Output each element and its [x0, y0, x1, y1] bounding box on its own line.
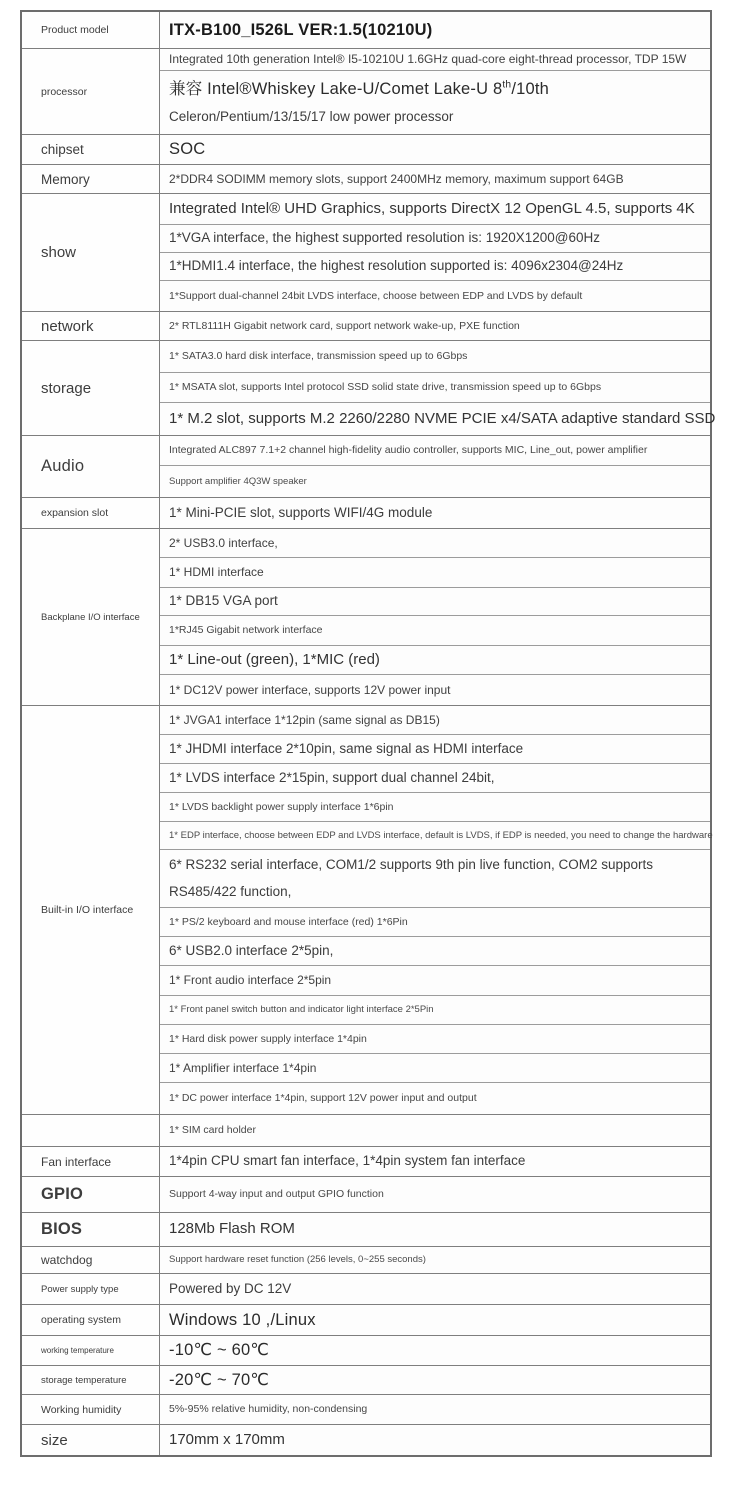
table-row	[22, 1425, 710, 1455]
table-row	[22, 165, 710, 194]
spec-cell	[160, 558, 710, 588]
spec-text: 1* PS/2 keyboard and mouse interface (red) 1*6Pin	[169, 915, 408, 928]
spec-text: 1* Amplifier interface 1*4pin	[169, 1060, 317, 1075]
table-row	[22, 1395, 710, 1425]
table-row	[22, 1213, 710, 1247]
spec-cell	[160, 996, 710, 1025]
row-values	[160, 436, 710, 497]
spec-cell	[160, 616, 710, 646]
spec-text: 1* EDP interface, choose between EDP and LVDS interface, default is LVDS, if EDP is needed, you need to change the hardware	[169, 829, 713, 841]
row-label: processor	[22, 49, 160, 134]
table-row	[22, 1274, 710, 1305]
row-label: Built-in I/O interface	[22, 706, 160, 1114]
spec-cell	[160, 1083, 710, 1114]
table-row	[22, 1247, 710, 1274]
spec-cell	[160, 312, 710, 340]
spec-text: 1* SIM card holder	[169, 1124, 256, 1137]
table-row	[22, 436, 710, 498]
row-values	[160, 1213, 710, 1246]
row-values	[160, 165, 710, 193]
spec-text: RS485/422 function,	[169, 883, 292, 899]
spec-text: 兼容 Intel®Whiskey Lake-U/Comet Lake-U 8th/10th	[169, 79, 550, 99]
spec-cell	[160, 1274, 710, 1304]
table-row	[22, 1366, 710, 1395]
row-values	[160, 135, 710, 164]
spec-cell	[160, 588, 710, 616]
spec-table	[20, 10, 716, 1457]
row-label: Audio	[22, 436, 160, 497]
table-row	[22, 194, 710, 312]
spec-cell	[160, 1054, 710, 1083]
spec-text: Integrated ALC897 7.1+2 channel high-fidelity audio controller, supports MIC, Line_out, power amplifier	[169, 444, 648, 457]
spec-text: SOC	[169, 140, 206, 159]
spec-text: 1* MSATA slot, supports Intel protocol SSD solid state drive, transmission speed up to 6Gbps	[169, 381, 602, 394]
spec-text: Support amplifier 4Q3W speaker	[169, 475, 307, 487]
spec-text: 1*HDMI1.4 interface, the highest resolution supported is: 4096x2304@24Hz	[169, 258, 624, 274]
spec-text: 1* DC12V power interface, supports 12V power input	[169, 682, 451, 697]
spec-cell	[160, 675, 710, 705]
row-label: size	[22, 1425, 160, 1455]
spec-cell	[160, 1395, 710, 1424]
spec-text: Windows 10 ,/Linux	[169, 1310, 316, 1329]
spec-text: Support hardware reset function (256 levels, 0~255 seconds)	[169, 1254, 426, 1266]
row-label: Working humidity	[22, 1395, 160, 1424]
spec-cell	[160, 1025, 710, 1054]
spec-text: 1* JHDMI interface 2*10pin, same signal as HDMI interface	[169, 740, 524, 756]
row-values	[160, 1147, 710, 1176]
spec-cell	[160, 135, 710, 164]
row-label: chipset	[22, 135, 160, 164]
spec-text: Support 4-way input and output GPIO function	[169, 1188, 384, 1201]
row-values	[160, 1247, 710, 1273]
spec-cell	[160, 403, 716, 435]
table-row	[22, 1147, 710, 1177]
spec-cell	[160, 706, 710, 735]
row-values	[160, 1177, 710, 1212]
spec-cell	[160, 1147, 710, 1176]
spec-cell	[160, 908, 710, 937]
spec-text: 1*RJ45 Gigabit network interface	[169, 624, 323, 637]
spec-text: 1* DB15 VGA port	[169, 593, 278, 609]
spec-text: Celeron/Pentium/13/15/17 low power processor	[169, 109, 454, 125]
spec-text: Integrated 10th generation Intel® I5-10210U 1.6GHz quad-core eight-thread processor, TDP 15W	[169, 52, 687, 67]
spec-text: 1* M.2 slot, supports M.2 2260/2280 NVME PCIE x4/SATA adaptive standard SSD	[169, 409, 716, 427]
spec-cell	[160, 822, 713, 850]
spec-text: 1*Support dual-channel 24bit LVDS interface, choose between EDP and LVDS by default	[169, 289, 583, 302]
spec-text: 170mm x 170mm	[169, 1430, 285, 1448]
spec-text: 1* DC power interface 1*4pin, support 12V power input and output	[169, 1092, 477, 1105]
spec-cell	[160, 735, 710, 764]
spec-text: -10℃ ~ 60℃	[169, 1341, 270, 1360]
spec-cell	[160, 341, 710, 373]
spec-text: 1* Hard disk power supply interface 1*4pin	[169, 1032, 367, 1045]
spec-cell	[160, 194, 710, 225]
row-values	[160, 1305, 710, 1335]
spec-cell	[160, 165, 710, 193]
spec-cell	[160, 49, 710, 71]
spec-cell	[160, 436, 710, 466]
spec-cell	[160, 529, 710, 558]
table-row	[22, 529, 710, 706]
spec-cell	[160, 1177, 710, 1212]
table-row	[22, 498, 710, 529]
spec-cell	[160, 764, 710, 793]
row-values	[160, 312, 710, 340]
spec-text: 1* HDMI interface	[169, 565, 264, 580]
table-row	[22, 312, 710, 341]
spec-text: -20℃ ~ 70℃	[169, 1370, 270, 1389]
row-values	[160, 1115, 710, 1146]
row-values	[160, 341, 716, 435]
table-row	[22, 706, 713, 1115]
row-label: Backplane I/O interface	[22, 529, 160, 705]
row-label: Product model	[22, 12, 160, 48]
spec-text: Integrated Intel® UHD Graphics, supports DirectX 12 OpenGL 4.5, supports 4K	[169, 199, 695, 217]
row-label: expansion slot	[22, 498, 160, 528]
row-values	[160, 529, 710, 705]
row-label	[22, 1115, 160, 1146]
table-row	[22, 1115, 710, 1147]
table-row	[22, 12, 710, 49]
spec-cell	[160, 1305, 710, 1335]
row-label: show	[22, 194, 160, 311]
row-values	[160, 1274, 710, 1304]
spec-text: 1* Line-out (green), 1*MIC (red)	[169, 650, 380, 668]
spec-cell	[160, 1115, 710, 1146]
spec-cell	[160, 12, 710, 48]
spec-text: 1*VGA interface, the highest supported resolution is: 1920X1200@60Hz	[169, 230, 600, 246]
table-row	[22, 1305, 710, 1336]
spec-cell	[160, 253, 710, 281]
spec-cell	[160, 71, 710, 134]
row-label: Memory	[22, 165, 160, 193]
row-label: Power supply type	[22, 1274, 160, 1304]
spec-cell	[160, 498, 710, 528]
spec-text: ITX-B100_I526L VER:1.5(10210U)	[169, 20, 433, 39]
row-label: working temperature	[22, 1336, 160, 1365]
spec-cell	[160, 373, 710, 403]
table-row	[22, 49, 710, 135]
spec-text: 2* RTL8111H Gigabit network card, support network wake-up, PXE function	[169, 319, 520, 332]
spec-text: 1*4pin CPU smart fan interface, 1*4pin system fan interface	[169, 1153, 526, 1169]
spec-text: 2*DDR4 SODIMM memory slots, support 2400MHz memory, maximum support 64GB	[169, 171, 624, 186]
row-label: GPIO	[22, 1177, 160, 1212]
row-label: BIOS	[22, 1213, 160, 1246]
row-values	[160, 498, 710, 528]
row-values	[160, 1395, 710, 1424]
spec-cell	[160, 1213, 710, 1246]
row-values	[160, 1425, 710, 1455]
row-values	[160, 1336, 710, 1365]
spec-cell	[160, 850, 710, 908]
row-values	[160, 706, 713, 1114]
row-values	[160, 12, 710, 48]
spec-text: 1* JVGA1 interface 1*12pin (same signal as DB15)	[169, 712, 440, 727]
table-row	[22, 1336, 710, 1366]
spec-cell	[160, 1366, 710, 1394]
spec-cell	[160, 225, 710, 253]
spec-cell	[160, 793, 710, 822]
table-row	[22, 341, 716, 436]
spec-text: Powered by DC 12V	[169, 1280, 292, 1296]
spec-cell	[160, 966, 710, 996]
spec-text: 6* RS232 serial interface, COM1/2 supports 9th pin live function, COM2 supports	[169, 857, 653, 873]
spec-cell	[160, 1247, 710, 1273]
spec-cell	[160, 1425, 710, 1455]
table-row	[22, 1177, 710, 1213]
spec-text: 2* USB3.0 interface,	[169, 535, 278, 550]
spec-cell	[160, 1336, 710, 1365]
spec-text: 1* LVDS interface 2*15pin, support dual channel 24bit,	[169, 769, 495, 785]
spec-text: 1* SATA3.0 hard disk interface, transmission speed up to 6Gbps	[169, 350, 468, 363]
spec-cell	[160, 281, 710, 311]
row-label: network	[22, 312, 160, 340]
row-label: watchdog	[22, 1247, 160, 1273]
spec-text: 1* Front panel switch button and indicator light interface 2*5Pin	[169, 1004, 434, 1016]
row-label: operating system	[22, 1305, 160, 1335]
spec-text: 6* USB2.0 interface 2*5pin,	[169, 942, 334, 958]
row-label: storage	[22, 341, 160, 435]
spec-cell	[160, 646, 710, 675]
spec-cell	[160, 466, 710, 497]
spec-text: 1* LVDS backlight power supply interface 1*6pin	[169, 800, 394, 813]
row-values	[160, 49, 710, 134]
row-label: Fan interface	[22, 1147, 160, 1176]
spec-text: 1* Front audio interface 2*5pin	[169, 973, 332, 988]
spec-text: 1* Mini-PCIE slot, supports WIFI/4G module	[169, 504, 433, 520]
spec-text: 128Mb Flash ROM	[169, 1220, 295, 1238]
row-label: storage temperature	[22, 1366, 160, 1394]
row-values	[160, 1366, 710, 1394]
spec-text: 5%-95% relative humidity, non-condensing	[169, 1403, 368, 1416]
spec-cell	[160, 937, 710, 966]
table-row	[22, 135, 710, 165]
row-values	[160, 194, 710, 311]
